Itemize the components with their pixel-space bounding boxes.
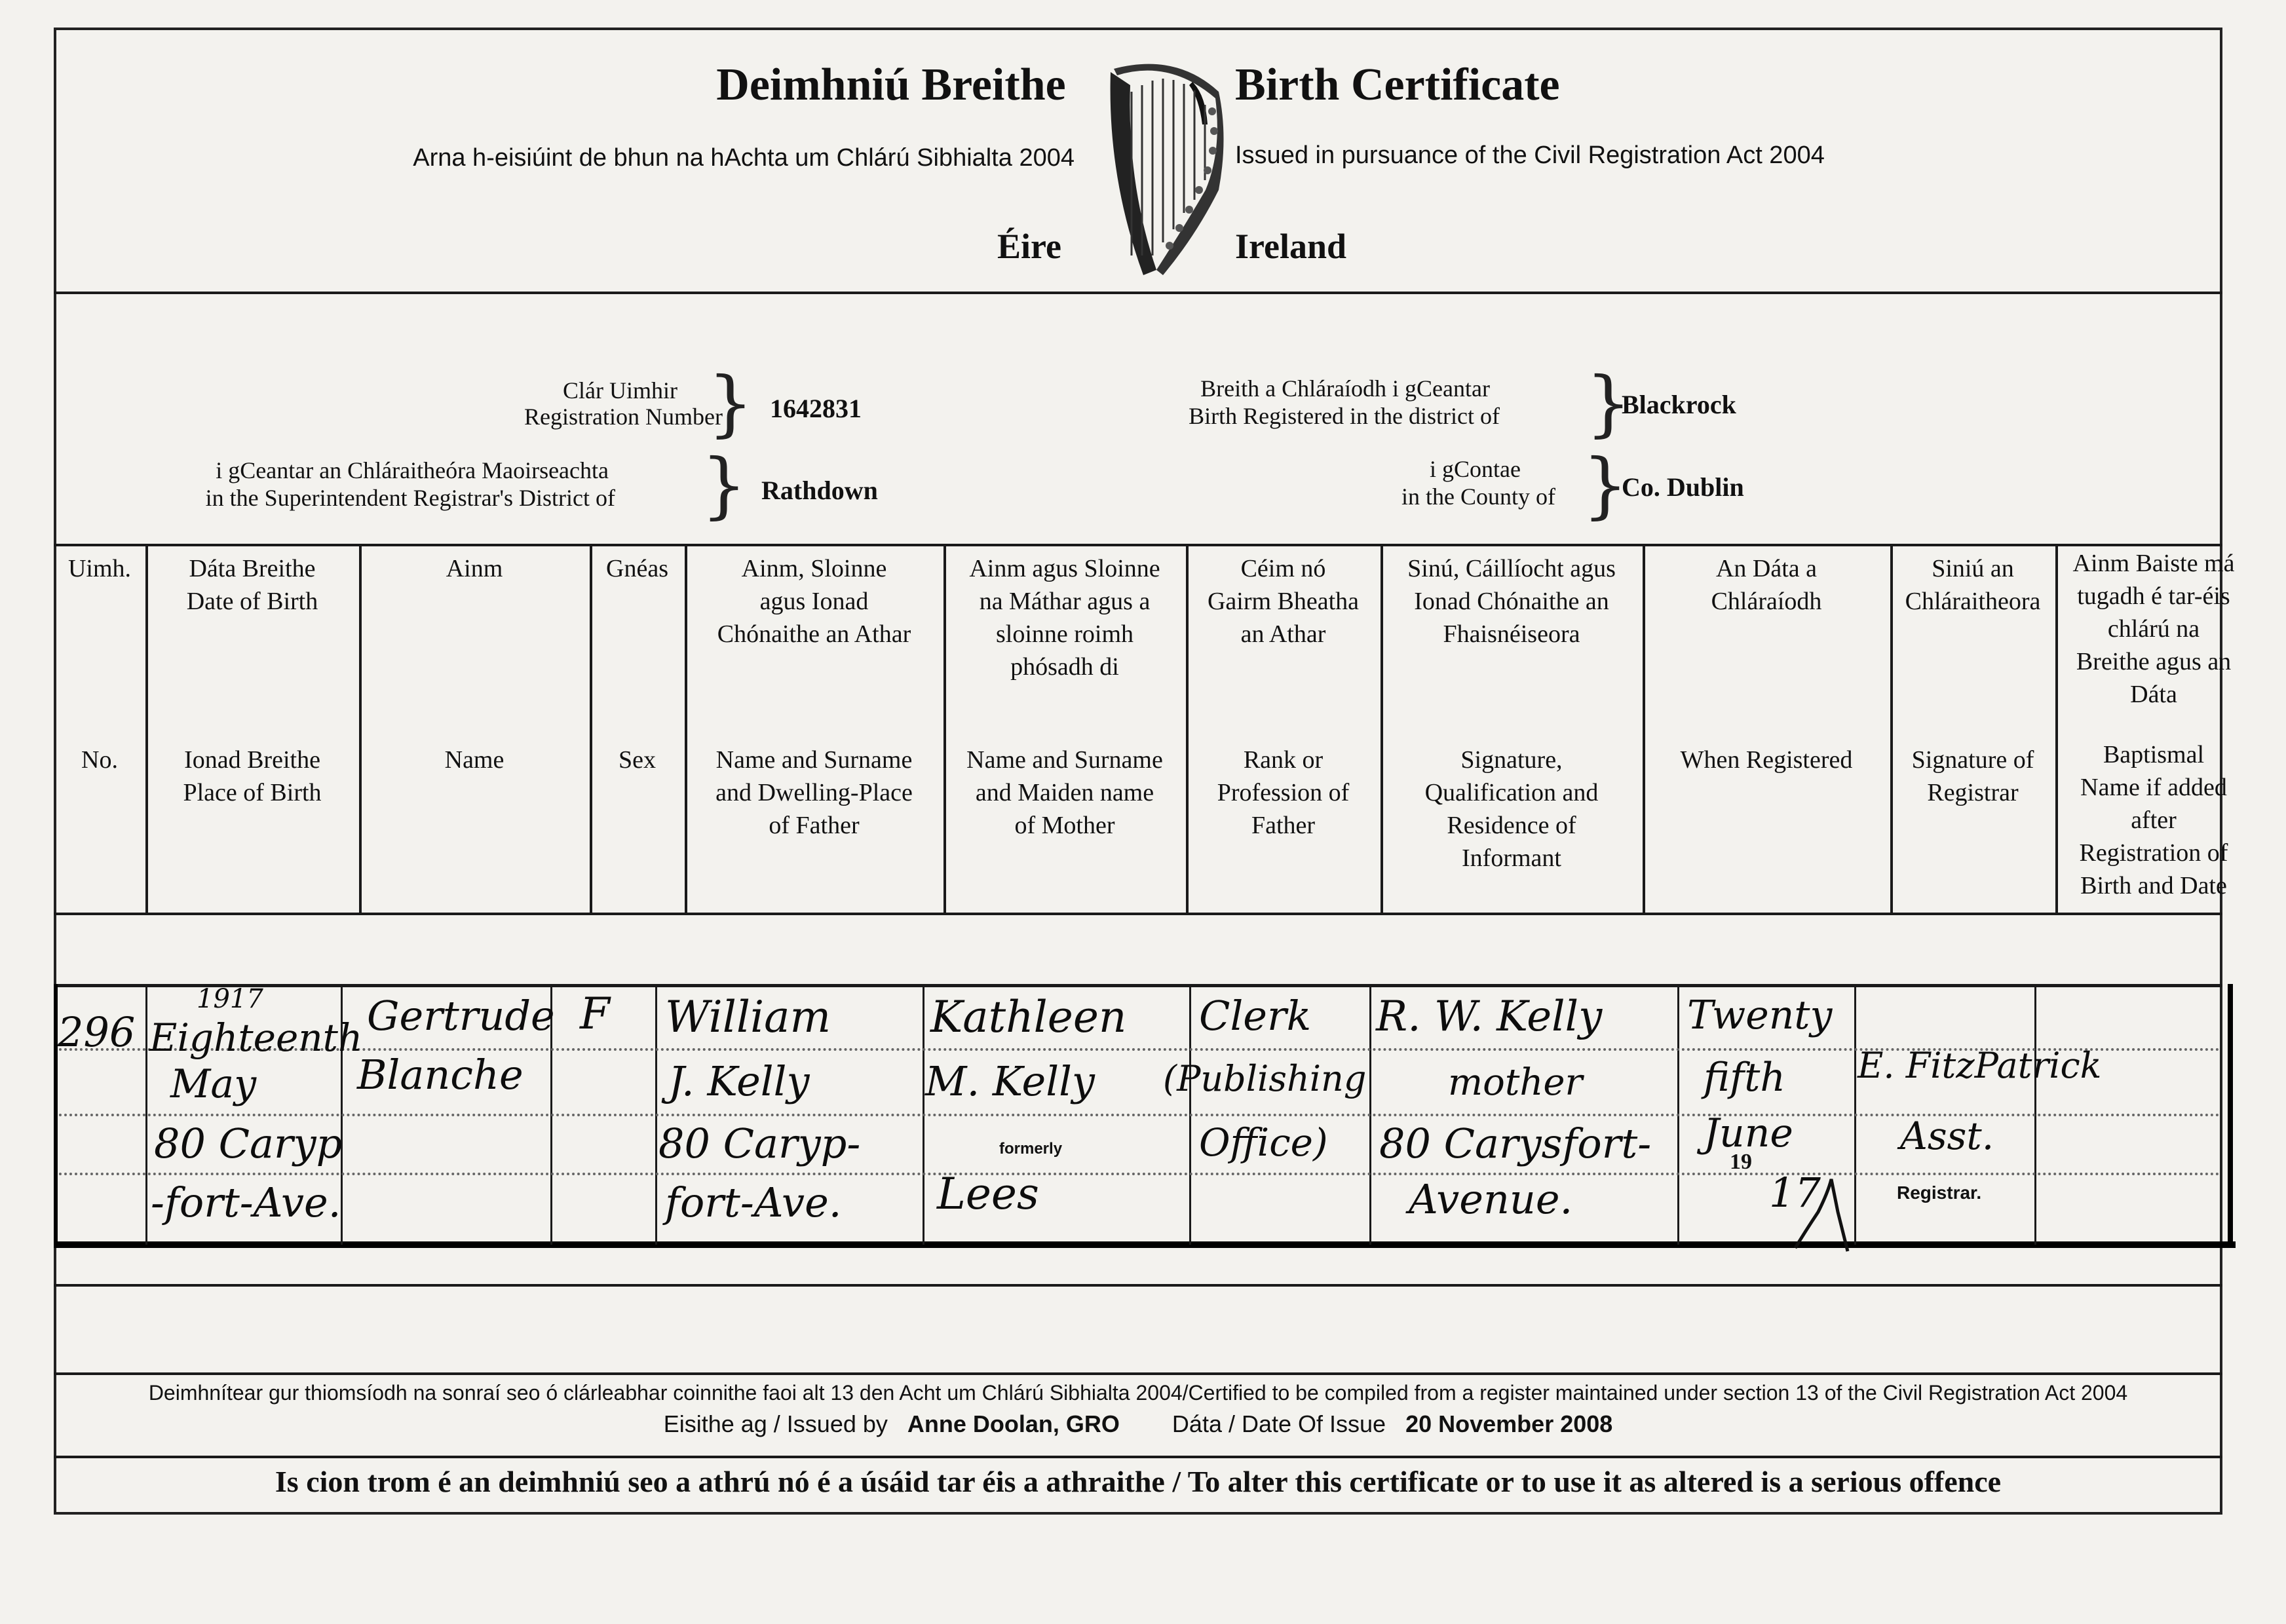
reg-number-label-english: Registration Number (524, 404, 723, 430)
child-name-line2: Blanche (357, 1051, 524, 1099)
column-divider (359, 544, 362, 913)
informant-address-line1: 80 Carysfort- (1379, 1120, 1652, 1167)
mother-name-line2: M. Kelly (925, 1057, 1095, 1105)
informant-address-line2: Avenue. (1409, 1175, 1573, 1223)
title-english: Birth Certificate (1235, 60, 1560, 110)
harp-emblem (1091, 59, 1229, 282)
registrar-signature: E. FitzPatrick (1857, 1045, 2102, 1086)
footer-middle-rule (54, 1456, 2222, 1458)
footer-top-rule (54, 1372, 2222, 1375)
informant-qualification: mother (1448, 1061, 1583, 1104)
header-divider (54, 292, 2222, 294)
subtitle-irish: Arna h-eisiúint de bhun na hAchta um Chlárú Sibhialta 2004 (413, 144, 1075, 172)
col-header-english: No. (81, 746, 118, 774)
superintendent-label-english: in the Superintendent Registrar's District of (205, 485, 615, 511)
issue-date-label: Dáta / Date Of Issue (1172, 1410, 1386, 1437)
col-header-irish: Ainm Baiste má tugadh é tar-éis chlárú na Breithe agus an Dáta (2072, 550, 2235, 708)
col-header-irish: An Dáta a Chláraíodh (1711, 555, 1822, 615)
writing-line (59, 1114, 2221, 1116)
county-label-irish: i gContae (1430, 456, 1521, 482)
father-name-line2: J. Kelly (668, 1057, 810, 1105)
date-of-birth-day: Eighteenth (149, 1015, 363, 1060)
profession-line2: (Publishing (1163, 1058, 1367, 1099)
column-divider (590, 544, 592, 913)
col-header-english: Name (444, 746, 505, 774)
issue-details (54, 1410, 2222, 1438)
col-header-english: When Registered (1680, 746, 1853, 774)
issue-date: 20 November 2008 (1405, 1410, 1613, 1437)
title-irish: Deimhniú Breithe (716, 60, 1066, 110)
issued-by: Anne Doolan, GRO (907, 1410, 1120, 1437)
col-header-english: Name and Surname and Dwelling-Place of Father (715, 746, 913, 839)
father-name-line1: William (665, 992, 831, 1042)
mother-name-line1: Kathleen (930, 992, 1127, 1042)
county-label-english: in the County of (1401, 483, 1555, 510)
alteration-warning: Is cion trom é an deimhniú seo a athrú nó é a úsáid tar éis a athraithe / To alter this certificate or to use it as altered is a serious offence (275, 1465, 2002, 1498)
district-label-english: Birth Registered in the district of (1189, 403, 1500, 429)
father-address-line1: 80 Caryp- (658, 1120, 861, 1167)
reg-number-label-irish: Clár Uimhir (563, 377, 677, 404)
table-top-rule (54, 544, 2222, 546)
col-header-irish: Siniú an Chláraitheora (1905, 555, 2041, 615)
mother-formerly-label: formerly (999, 1140, 1063, 1158)
certification-statement: Deimhnítear gur thiomsíodh na sonraí seo ó clárleabhar coinnithe faoi alt 13 den Acht um Chlárú Sibhialta 2004/Certified to be compiled from a register maintained under section 13 of the Civil Registration Act 2004 (148, 1381, 2128, 1405)
profession-line1: Clerk (1199, 992, 1312, 1040)
registered-day-line2: fifth (1704, 1055, 1785, 1101)
brace-icon: } (1582, 443, 1628, 527)
date-of-birth-month: May (170, 1061, 257, 1107)
country-irish: Éire (997, 227, 1061, 266)
issued-by-label: Eisithe ag / Issued by (663, 1410, 888, 1437)
entry-top-rule (54, 984, 2222, 987)
col-header-english: Name and Surname and Maiden name of Mother (966, 746, 1163, 839)
brace-icon: } (1586, 361, 1631, 445)
place-of-birth-line1: 80 Caryp (154, 1120, 343, 1167)
registrar-label: Registrar. (1897, 1182, 1982, 1203)
registered-month: June (1704, 1110, 1793, 1156)
col-header-irish: Ainm (446, 555, 503, 582)
birth-district: Blackrock (1622, 390, 1736, 419)
registered-year-suffix: 17 (1769, 1169, 1821, 1217)
col-header-irish: Ainm agus Sloinne na Máthar agus a sloinne roimh phósadh di (969, 555, 1160, 681)
registered-day-line1: Twenty (1687, 992, 1833, 1038)
col-header-irish: Céim nó Gairm Bheatha an Athar (1207, 555, 1360, 648)
col-header-irish: Dáta Breithe Date of Birth (186, 555, 318, 615)
col-header-english: Baptismal Name if added after Registration of Birth and Date (2079, 741, 2228, 899)
profession-line3: Office) (1199, 1120, 1328, 1165)
entry-lower-rule (54, 1284, 2222, 1287)
writing-line (59, 1173, 2221, 1175)
superintendent-district: Rathdown (761, 476, 878, 505)
table-header-bottom-rule (54, 913, 2222, 915)
child-name-line1: Gertrude (367, 992, 555, 1040)
informant-signature: R. W. Kelly (1376, 992, 1603, 1041)
col-header-irish: Ainm, Sloinne agus Ionad Chónaithe an Athar (717, 555, 911, 648)
mother-maiden-name: Lees (937, 1169, 1039, 1219)
entry-right-border (2228, 984, 2233, 1246)
col-header-english: Sex (619, 746, 656, 774)
col-header-english: Rank or Profession of Father (1217, 746, 1350, 839)
brace-icon: } (701, 443, 747, 527)
col-header-irish: Sinú, Cáillíocht agus Ionad Chónaithe an Fhaisnéiseora (1407, 555, 1616, 648)
country-english: Ireland (1235, 227, 1347, 266)
col-header-irish: Gnéas (606, 555, 668, 582)
place-of-birth-line2: -fort-Ave. (151, 1179, 341, 1226)
sex: F (580, 989, 610, 1039)
brace-icon: } (708, 361, 753, 445)
entry-bottom-rule (54, 1241, 2236, 1248)
col-header-english: Ionad Breithe Place of Birth (183, 746, 322, 806)
registration-tick-mark (1792, 1173, 1851, 1258)
registration-number: 1642831 (770, 394, 862, 423)
col-header-irish: Uimh. (67, 555, 132, 582)
col-header-english: Signature of Registrar (1911, 746, 2034, 806)
subtitle-english: Issued in pursuance of the Civil Registration Act 2004 (1235, 142, 1825, 169)
date-of-birth-year: 1917 (197, 984, 263, 1014)
registered-year-prefix: 19 (1730, 1150, 1752, 1174)
registrar-asst: Asst. (1900, 1114, 1994, 1158)
col-header-english: Signature, Qualification and Residence of Informant (1424, 746, 1599, 872)
superintendent-label-irish: i gCeantar an Chláraitheóra Maoirseachta (216, 457, 609, 483)
father-address-line2: fort-Ave. (665, 1179, 842, 1226)
county: Co. Dublin (1622, 472, 1744, 502)
entry-number: 296 (58, 1008, 136, 1056)
district-label-irish: Breith a Chláraíodh i gCeantar (1200, 375, 1490, 402)
